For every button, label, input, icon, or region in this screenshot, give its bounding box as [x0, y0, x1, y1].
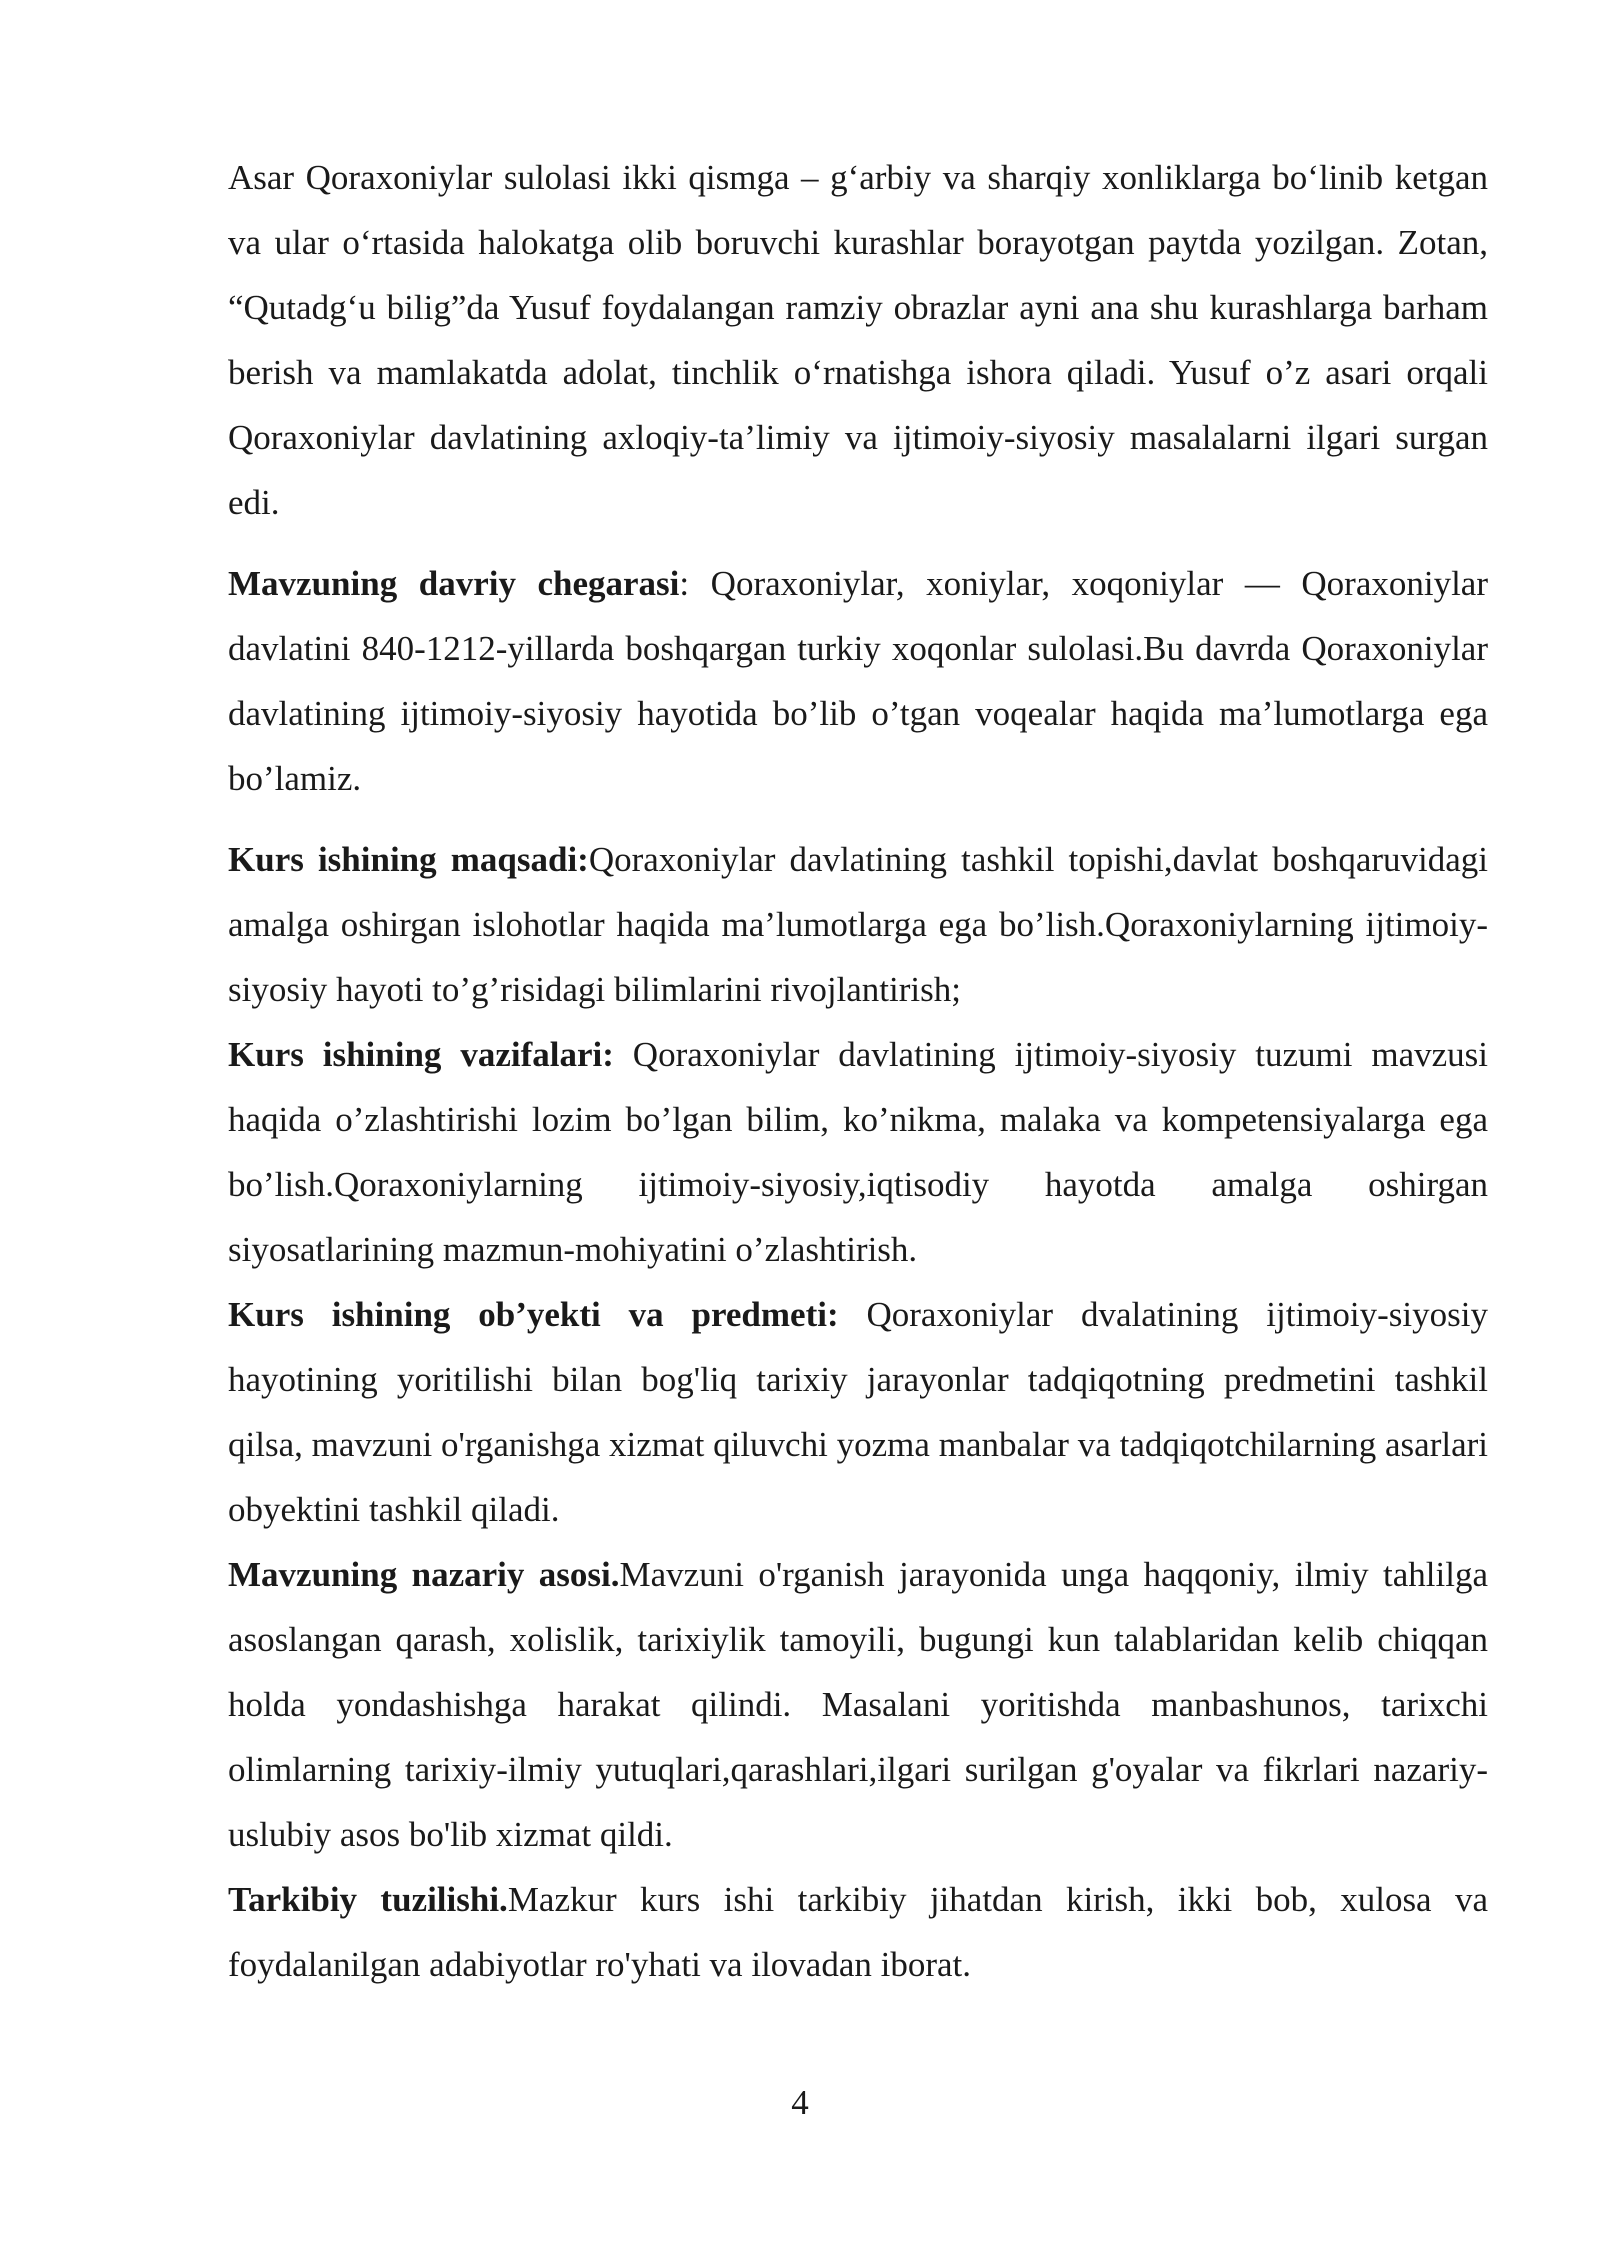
paragraph-text: Mazkur kurs ishi tarkibiy jihatdan kirish, ikki bob, xulosa va foydalanilgan adabiyotlar ro'yhati va ilovadan iborat.	[228, 1880, 1488, 1984]
paragraph-lead: Mavzuning nazariy asosi.	[228, 1555, 620, 1594]
paragraph-lead: Mavzuning davriy chegarasi	[228, 564, 680, 603]
paragraph-intro	[228, 145, 1488, 535]
paragraph-object	[228, 1282, 1488, 1542]
paragraph-text: Qoraxoniylar dvalatining ijtimoiy-siyosiy hayotining yoritilishi bilan bog'liq tarixiy jarayonlar tadqiqotning predmetini tashkil qilsa, mavzuni o'rganishga xizmat qiluvchi yozma manbalar va tadqiqotchilarning asarlari obyektini tashkil qiladi.	[228, 1295, 1488, 1529]
paragraph-text: : Qoraxoniylar, xoniylar, xoqoniylar — Qoraxoniylar davlatini 840-1212-yillarda boshqargan turkiy xoqonlar sulolasi.Bu davrda Qoraxoniylar davlatining ijtimoiy-siyosiy hayotida bo’lib o’tgan voqealar haqida ma’lumotlarga ega bo’lamiz.	[228, 564, 1489, 798]
paragraph-goal	[228, 827, 1488, 1022]
paragraph-text: Mavzuni o'rganish jarayonida unga haqqoniy, ilmiy tahlilga asoslangan qarash, xolislik, tarixiylik tamoyili, bugungi kun talablaridan kelib chiqqan holda yondashishga harakat qilindi. Masalani yoritishda manbashunos, tarixchi olimlarning tarixiy-ilmiy yutuqlari,qarashlari,ilgari surilgan g'oyalar va fikrlari nazariy- uslubiy asos bo'lib xizmat qildi.	[228, 1555, 1488, 1854]
paragraph-text: Qoraxoniylar davlatining tashkil topishi,davlat boshqaruvidagi amalga oshirgan islohotlar haqida ma’lumotlarga ega bo’lish.Qoraxoniylarning ijtimoiy-siyosiy hayoti to’g’risidagi bilimlarini rivojlantirish;	[228, 840, 1488, 1009]
document-body	[228, 145, 1488, 1997]
paragraph-lead: Tarkibiy tuzilishi.	[228, 1880, 508, 1919]
paragraph-lead: Kurs ishining maqsadi:	[228, 840, 589, 879]
paragraph-lead: Kurs ishining vazifalari:	[228, 1035, 614, 1074]
paragraph-lead: Kurs ishining ob’yekti va predmeti:	[228, 1295, 839, 1334]
paragraph-text: Asar Qoraxoniylar sulolasi ikki qismga – g‘arbiy va sharqiy xonliklarga bo‘linib ketgan va ular o‘rtasida halokatga olib boruvchi kurashlar borayotgan paytda yozilgan. Zotan, “Qutadg‘u bilig”da Yusuf foydalangan ramziy obrazlar ayni ana shu kurashlarga barham berish va mamlakatda adolat, tinchlik o‘rnatishga ishora qiladi. Yusuf o’z asari orqali Qoraxoniylar davlatining axloqiy-ta’limiy va ijtimoiy-siyosiy masalalarni ilgari surgan edi.	[228, 158, 1488, 522]
page-number: 4	[791, 2083, 809, 2122]
paragraph-period	[228, 551, 1488, 811]
paragraph-structure	[228, 1867, 1488, 1997]
paragraph-tasks	[228, 1022, 1488, 1282]
paragraph-text: Qoraxoniylar davlatining ijtimoiy-siyosiy tuzumi mavzusi haqida o’zlashtirishi lozim bo’lgan bilim, ko’nikma, malaka va kompetensiyalarga ega bo’lish.Qoraxoniylarning ijtimoiy-siyosiy,iqtisodiy hayotda amalga oshirgan siyosatlarining mazmun-mohiyatini o’zlashtirish.	[228, 1035, 1488, 1269]
paragraph-theory	[228, 1542, 1488, 1867]
